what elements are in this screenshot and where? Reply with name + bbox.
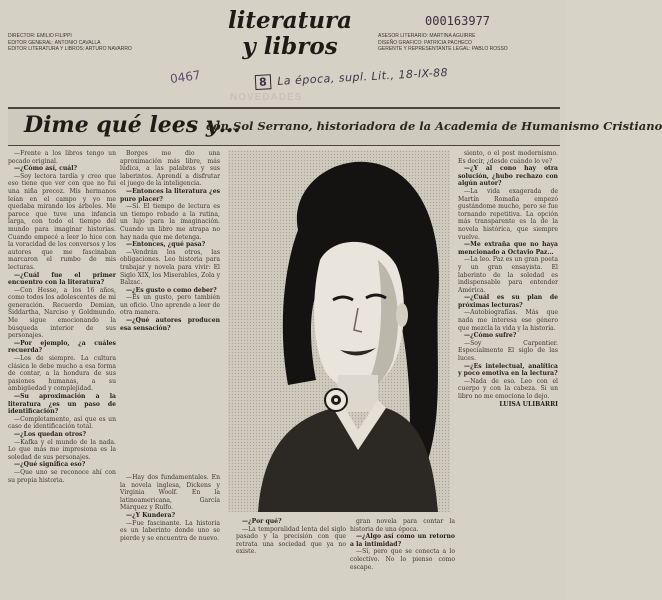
question (8, 340, 116, 355)
staff-line: EDITOR LITERATURA Y LIBROS: ARTURO NAVARRO (8, 46, 132, 52)
handwritten-number: 0467 (169, 67, 202, 87)
question (120, 512, 220, 520)
article-column-3 (236, 518, 346, 600)
paragraph: —Soy lectora tardía y creo que eso tiene que ver con que no fui una niña precoz. Mis hermanos leían en el campo y yo me quedaba mirando los árboles. Me parece que tuve una infancia larga, con todo el tiempo del mundo para imaginar historias. Cuando empecé a leer lo hice con la voracidad de los conversos y los autores que me fascinaban marcaron el rumbo de mis lecturas. (8, 172, 116, 271)
portrait-photo (228, 150, 450, 512)
paragraph: —La temporalidad lenta del siglo pasado y la precisión con que retrata una sociedad que ya no existe. (236, 525, 346, 556)
question-text: —¿Los quedan otros? (14, 430, 87, 438)
question (458, 332, 558, 340)
article-subtitle: con Sol Serrano, historiadora de la Academia de Humanismo Cristiano (206, 119, 662, 133)
question (120, 287, 220, 295)
paragraph: Borges me dio una aproximación más libre, más lúdica, a las palabras y sus laberintos. Aprendí a disfrutar el juego de la inteligencia. (120, 150, 220, 188)
paragraph: —Fue fascinante. La historia es un laberinto donde uno se pierde y se encuentra de nuevo. (120, 519, 220, 542)
article-column-3b (350, 518, 455, 600)
question-text: —¿Cuál es su plan de próximas lecturas? (458, 294, 558, 309)
paragraph: siento, o el post modernismo. Es decir, ¿desde cuándo lo ve? (458, 150, 558, 165)
paragraph: —Nada de eso. Leo con el cuerpo y con la cabeza. Si un libro no me emociona lo dejo. (458, 377, 558, 400)
question-text: —¿Y Kundera? (126, 511, 176, 519)
archive-number-stamp: 000163977 (425, 14, 491, 28)
staff-credits-left (8, 33, 132, 53)
paragraph: —Los de siempre. La cultura clásica le debe mucho a esa forma de contar, a la hondura de sus pasiones humanas, a su ambigüedad y complejidad. (8, 355, 116, 393)
paragraph: —Es un gusto, pero también un oficio. Uno aprende a leer de otra manera. (120, 294, 220, 317)
question-text: —Su aproximación a la literatura ¿es un paso de identificación? (8, 393, 116, 416)
article-title: Dime qué lees y… (24, 112, 241, 138)
question (120, 188, 220, 203)
question-text: —Entonces la literatura ¿es puro placer? (120, 187, 220, 203)
background-watermark: NOVEDADES (230, 92, 303, 103)
article-column-1 (8, 150, 116, 600)
handwritten-source-note (255, 65, 449, 90)
question-text: —¿Cuál fue el primer encuentro con la literatura? (8, 271, 116, 287)
handwritten-source-text: La época, supl. Lit., 18-IX-88 (276, 65, 449, 88)
author-name: LUISA ULIBARRI (499, 400, 558, 408)
paragraph: gran novela para contar la historia de una época. (350, 518, 455, 533)
paragraph: —La vida exagerada de Martín Romaña empezó gustándome mucho, pero se fue tornando repetitiva. La opción más transparente es la de la novela histórica, que siempre vuelve. (458, 187, 558, 241)
masthead-line-2: y libros (242, 33, 338, 60)
question (458, 363, 558, 378)
paragraph: —Hay dos fundamentales. En la novela inglesa, Dickens y Virginia Woolf. En la latinoamericana, García Márquez y Rulfo. (120, 474, 220, 512)
question-text: —¿Qué autores producen esa sensación? (120, 317, 220, 332)
staff-line: GERENTE Y REPRESENTANTE LEGAL: PABLO ROSSO (378, 46, 508, 52)
brooch (325, 389, 347, 411)
article-column-2-lower (120, 474, 220, 600)
question-text: —¿Cómo así, cuál? (14, 165, 78, 173)
article-column-2 (120, 150, 220, 470)
question (350, 533, 455, 548)
question (8, 272, 116, 287)
paragraph: —Autobiografías. Más que nada me interesa ese género que mezcla la vida y la historia. (458, 309, 558, 332)
article-column-4 (458, 150, 558, 600)
paragraph: —Que uno se reconoce ahí con su propia historia. (8, 468, 116, 484)
paragraph: —Con Hesse, a los 16 años, como todos los adolescentes de mi generación. Recuerdo Demian, Siddartha, Narciso y Goldmundo. Me sigue emocionando la búsqueda interior de sus personajes. (8, 286, 116, 340)
question-text: —Me extraña que no haya mencionado a Octavio Paz… (458, 241, 558, 256)
author-byline (458, 401, 558, 409)
question-text: —¿Y al cono hay otra solución, ¿hubo rechazo con algún autor? (458, 165, 558, 188)
question (236, 518, 346, 526)
question-text: —¿Es intelectual, analítica y poco emotiva en la lectura? (458, 362, 558, 378)
paragraph: —Sí. El tiempo de lectura es un tiempo robado a la rutina, un lujo para la imaginación. Cuando un libro me atrapa no hay nada que me detenga. (120, 203, 220, 241)
staff-line: DIRECTOR: EMILIO FILIPPI (8, 33, 72, 39)
article-title-bar (8, 107, 662, 146)
paragraph: —La leo. Paz es un gran poeta y un gran ensayista. El laberinto de la soledad es indispensable para entender América. (458, 256, 558, 294)
question-text: —Por ejemplo, ¿a cuáles recuerda? (8, 339, 116, 355)
paragraph: —Completamente, así que es un caso de identificación total. (8, 415, 116, 431)
paragraph: —Kafka y el mundo de la nada. Lo que más me impresiona es la soledad de sus personajes. (8, 438, 116, 461)
question (8, 461, 116, 469)
question-text: —¿Qué significa eso? (14, 461, 86, 469)
question (458, 241, 558, 256)
paragraph: —Soy Carpentier. Especialmente El siglo de las luces. (458, 339, 558, 363)
paragraph: —Vendrán los otros, las obligaciones. Leo historia para trabajar y novela para vivir: El Siglo XIX, los Miserables, Zola y Balzac. (120, 248, 221, 287)
paragraph: —Frente a los libros tengo un pecado original. (8, 150, 116, 165)
question (458, 294, 558, 309)
question-text: —¿Es gusto o como deber? (126, 286, 217, 294)
handwritten-page-box: 8 (255, 74, 272, 90)
masthead-line-1: literatura (227, 7, 353, 34)
question (120, 241, 220, 249)
question-text: —¿Algo así como un retorno a la intimidad? (350, 533, 455, 548)
question-text: —Entonces, ¿qué pasa? (126, 241, 206, 249)
staff-line: DISEÑO GRAFICO: PATRICIA PACHECO (378, 39, 472, 46)
portrait-illustration (228, 150, 450, 512)
staff-line: ASESOR LITERARIO: MARTINA AGUIRRE (378, 33, 476, 39)
question (8, 165, 116, 173)
question (8, 393, 116, 416)
question (8, 431, 116, 439)
question-text: —¿Por qué? (242, 518, 282, 525)
question-text: —¿Cómo sufre? (464, 332, 517, 340)
section-masthead (205, 8, 375, 60)
staff-line: EDITOR GENERAL: ANTONIO CAVALLA (8, 39, 101, 46)
staff-credits-right (378, 33, 508, 53)
question (458, 165, 558, 188)
question (120, 317, 220, 332)
paragraph: —Sí, pero que se conecta a lo colectivo. No lo pienso como escape. (350, 548, 455, 571)
